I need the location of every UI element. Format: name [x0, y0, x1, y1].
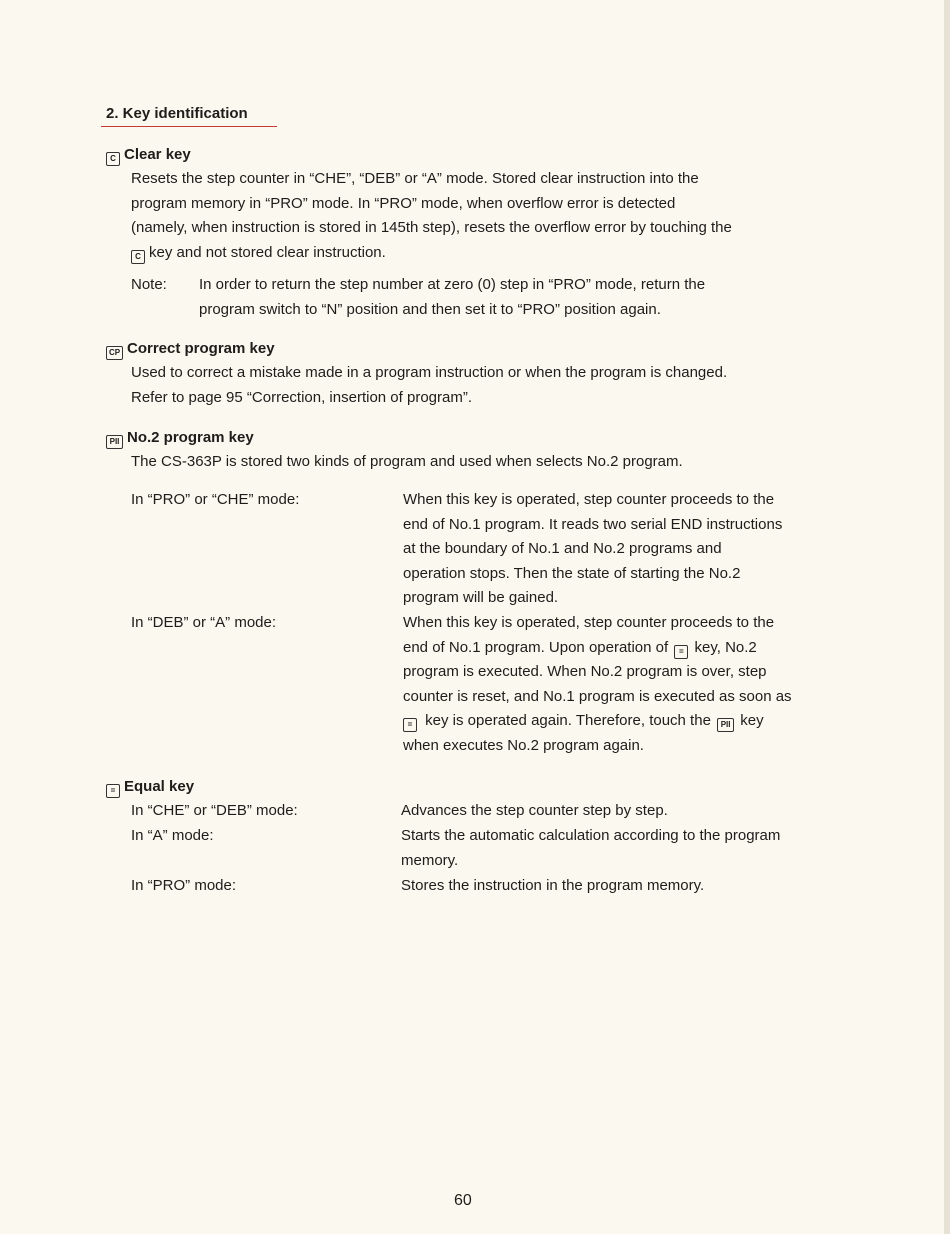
equal-key-icon: = [674, 645, 688, 659]
text-line: (namely, when instruction is stored in 145th step), resets the overflow error by touching the [131, 219, 732, 237]
mode-description-che-deb [401, 799, 856, 824]
mode-label-deb-a: In “DEB” or “A” mode: [131, 614, 277, 631]
text-line: Stores the instruction in the program memory. [401, 877, 705, 894]
mode-label-che-deb: In “CHE” or “DEB” mode: [131, 802, 298, 819]
note-label: Note: [131, 276, 167, 293]
text-line: operation stops. Then the state of starting the No.2 [403, 564, 741, 582]
text-line: When this key is operated, step counter proceeds to the [403, 614, 775, 631]
mode-description-pro [401, 874, 856, 899]
text-line: In order to return the step number at zero (0) step in “PRO” mode, return the [199, 276, 706, 293]
correct-program-key-description [131, 361, 861, 410]
text-line: program switch to “N” position and then set it to “PRO” position again. [199, 300, 661, 318]
text-line: When this key is operated, step counter proceeds to the [403, 491, 775, 508]
text-line: Advances the step counter step by step. [401, 802, 668, 819]
clear-key-header [106, 143, 191, 168]
page-number: 60 [454, 1192, 472, 1209]
section-heading: 2. Key identification [106, 105, 248, 122]
no2-program-key-intro: The CS-363P is stored two kinds of program and used when selects No.2 program. [131, 453, 683, 470]
text-line: memory. [401, 851, 459, 869]
text-line: Starts the automatic calculation according to the program [401, 827, 781, 844]
text-line: end of No.1 program. It reads two serial END instructions [403, 515, 783, 533]
text-line: Used to correct a mistake made in a program instruction or when the program is changed. [131, 364, 728, 381]
clear-key-title: Clear key [124, 146, 191, 163]
mode-description-a [401, 824, 856, 873]
text-line: program is executed. When No.2 program is over, step [403, 663, 767, 681]
text-line: C key and not stored clear instruction. [131, 241, 861, 266]
note-text [199, 273, 859, 322]
correct-program-key-icon: CP [106, 346, 123, 360]
text-line: Refer to page 95 “Correction, insertion of program”. [131, 388, 472, 406]
text-line: when executes No.2 program again. [403, 736, 644, 754]
mode-label-pro: In “PRO” mode: [131, 877, 237, 894]
equal-key-icon: = [403, 718, 417, 732]
text-line: program memory in “PRO” mode. In “PRO” mode, when overflow error is detected [131, 194, 676, 212]
text-line: program will be gained. [403, 589, 559, 607]
no2-program-key-header [106, 426, 254, 451]
equal-key-icon: = [106, 784, 120, 798]
no2-program-key-icon: PII [106, 435, 123, 449]
equal-key-header [106, 775, 194, 800]
correct-program-key-title: Correct program key [127, 340, 275, 357]
equal-key-title: Equal key [124, 778, 195, 795]
mode-description-pro-che [403, 488, 858, 611]
text-line: = key is operated again. Therefore, touch the PII key [403, 709, 858, 734]
no2-program-key-icon: PII [717, 718, 734, 732]
clear-key-icon: C [106, 152, 120, 166]
mode-description-deb-a [403, 611, 858, 759]
correct-program-key-header [106, 337, 275, 362]
heading-underline [101, 126, 277, 127]
mode-label-a: In “A” mode: [131, 827, 214, 844]
text-line: counter is reset, and No.1 program is executed as soon as [403, 687, 792, 705]
text-line: at the boundary of No.1 and No.2 programs and [403, 540, 722, 558]
clear-key-description [131, 167, 861, 265]
page-edge [944, 0, 950, 1234]
mode-label-pro-che: In “PRO” or “CHE” mode: [131, 491, 300, 508]
no2-program-key-title: No.2 program key [127, 429, 254, 446]
text-line: Resets the step counter in “CHE”, “DEB” or “A” mode. Stored clear instruction into the [131, 170, 699, 187]
clear-key-icon: C [131, 250, 145, 264]
text-line: end of No.1 program. Upon operation of = key, No.2 [403, 636, 858, 661]
